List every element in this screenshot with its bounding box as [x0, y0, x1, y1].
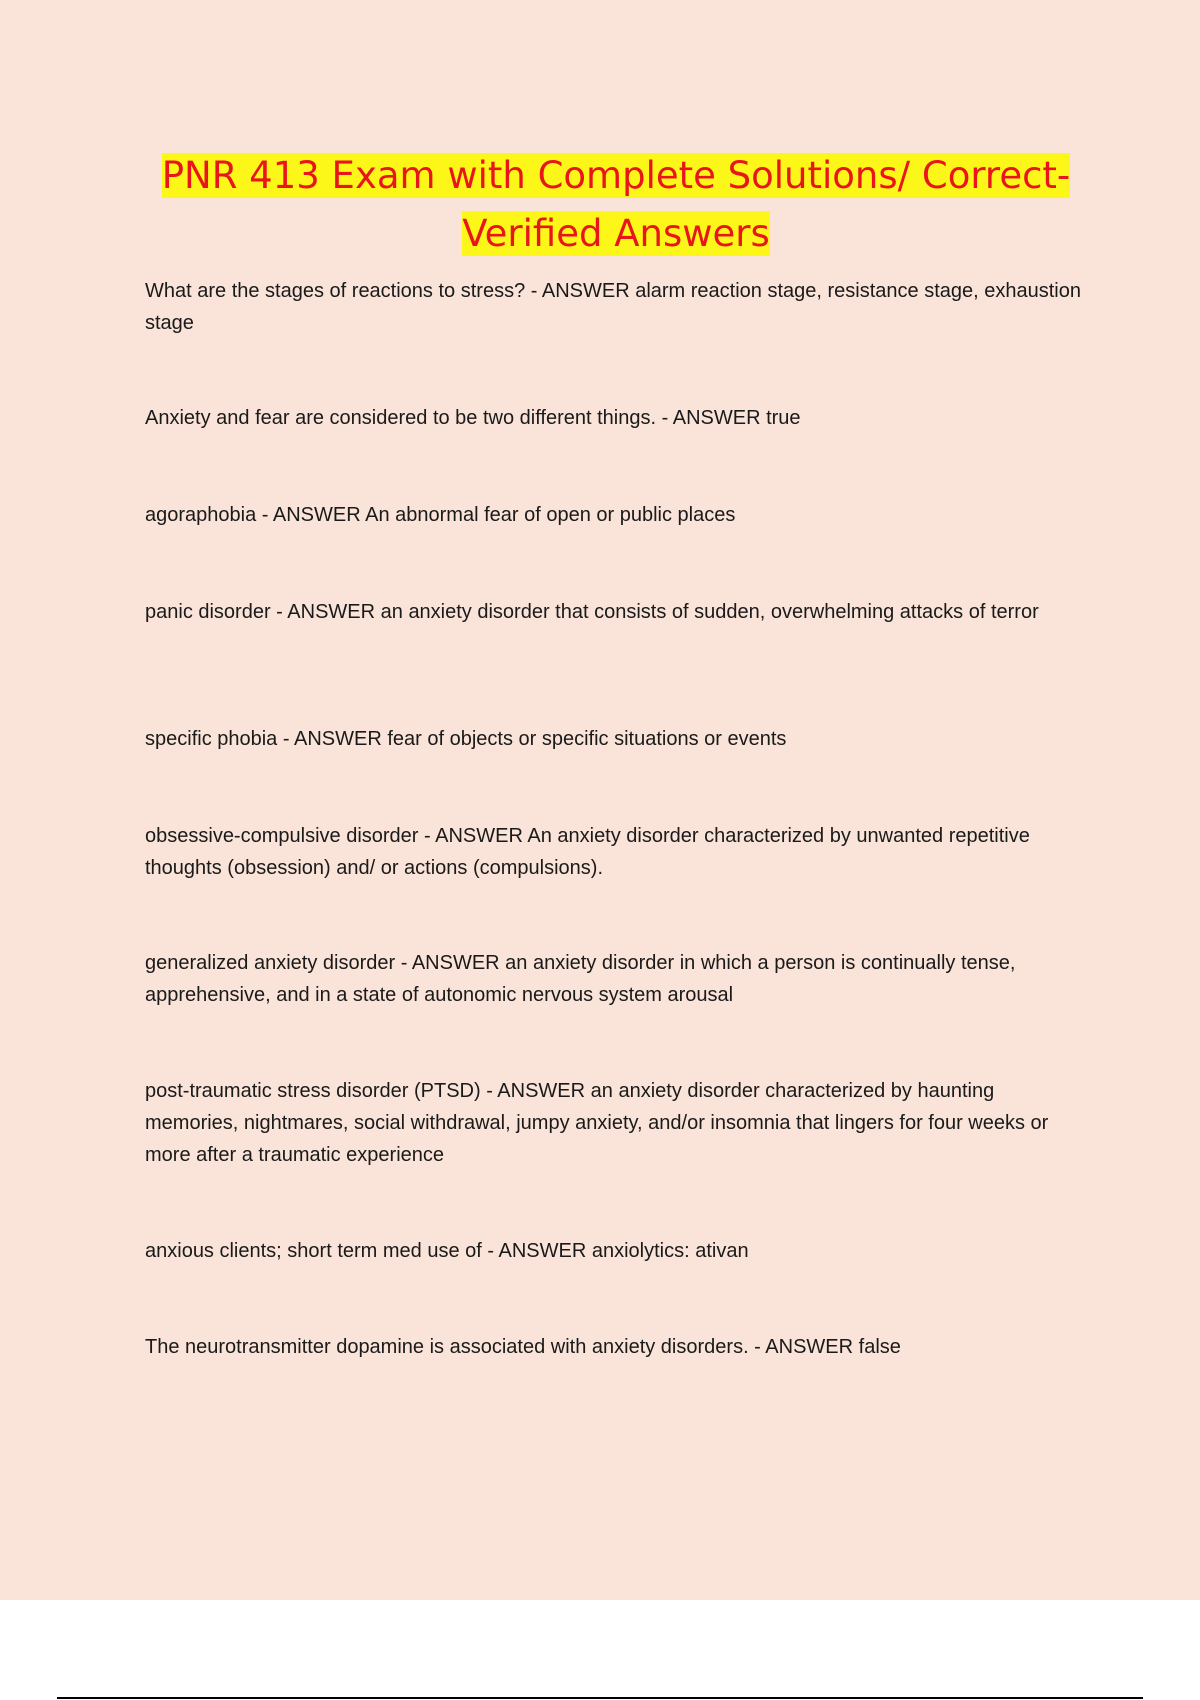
- qa-item-ocd: obsessive-compulsive disorder - ANSWER An anxiety disorder characterized by unwanted repetitive thoughts (obsession) and/ or actions (compulsions).: [145, 825, 1030, 879]
- title-highlight: PNR 413 Exam with Complete Solutions/ Correct-Verified Answers: [161, 154, 1071, 255]
- document-title: [150, 147, 1082, 263]
- qa-item-specific-phobia: specific phobia - ANSWER fear of objects or specific situations or events: [145, 728, 787, 750]
- qa-item-ptsd: post-traumatic stress disorder (PTSD) - ANSWER an anxiety disorder characterized by haunting memories, nightmares, social withdrawal, jumpy anxiety, and/or insomnia that lingers for four weeks or more after a traumatic experience: [145, 1080, 1049, 1166]
- qa-item-panic-disorder: panic disorder - ANSWER an anxiety disorder that consists of sudden, overwhelming attacks of terror: [145, 601, 1039, 623]
- qa-item-stress-stages: What are the stages of reactions to stress? - ANSWER alarm reaction stage, resistance stage, exhaustion stage: [145, 280, 1081, 334]
- qa-item-anxiety-fear: Anxiety and fear are considered to be two different things. - ANSWER true: [145, 407, 801, 429]
- qa-item-gad: generalized anxiety disorder - ANSWER an anxiety disorder in which a person is continually tense, apprehensive, and in a state of autonomic nervous system arousal: [145, 952, 1016, 1006]
- footer-divider: [57, 1697, 1143, 1699]
- qa-item-dopamine: The neurotransmitter dopamine is associated with anxiety disorders. - ANSWER false: [145, 1336, 901, 1358]
- qa-item-anxious-clients: anxious clients; short term med use of - ANSWER anxiolytics: ativan: [145, 1240, 749, 1262]
- qa-item-agoraphobia: agoraphobia - ANSWER An abnormal fear of open or public places: [145, 504, 736, 526]
